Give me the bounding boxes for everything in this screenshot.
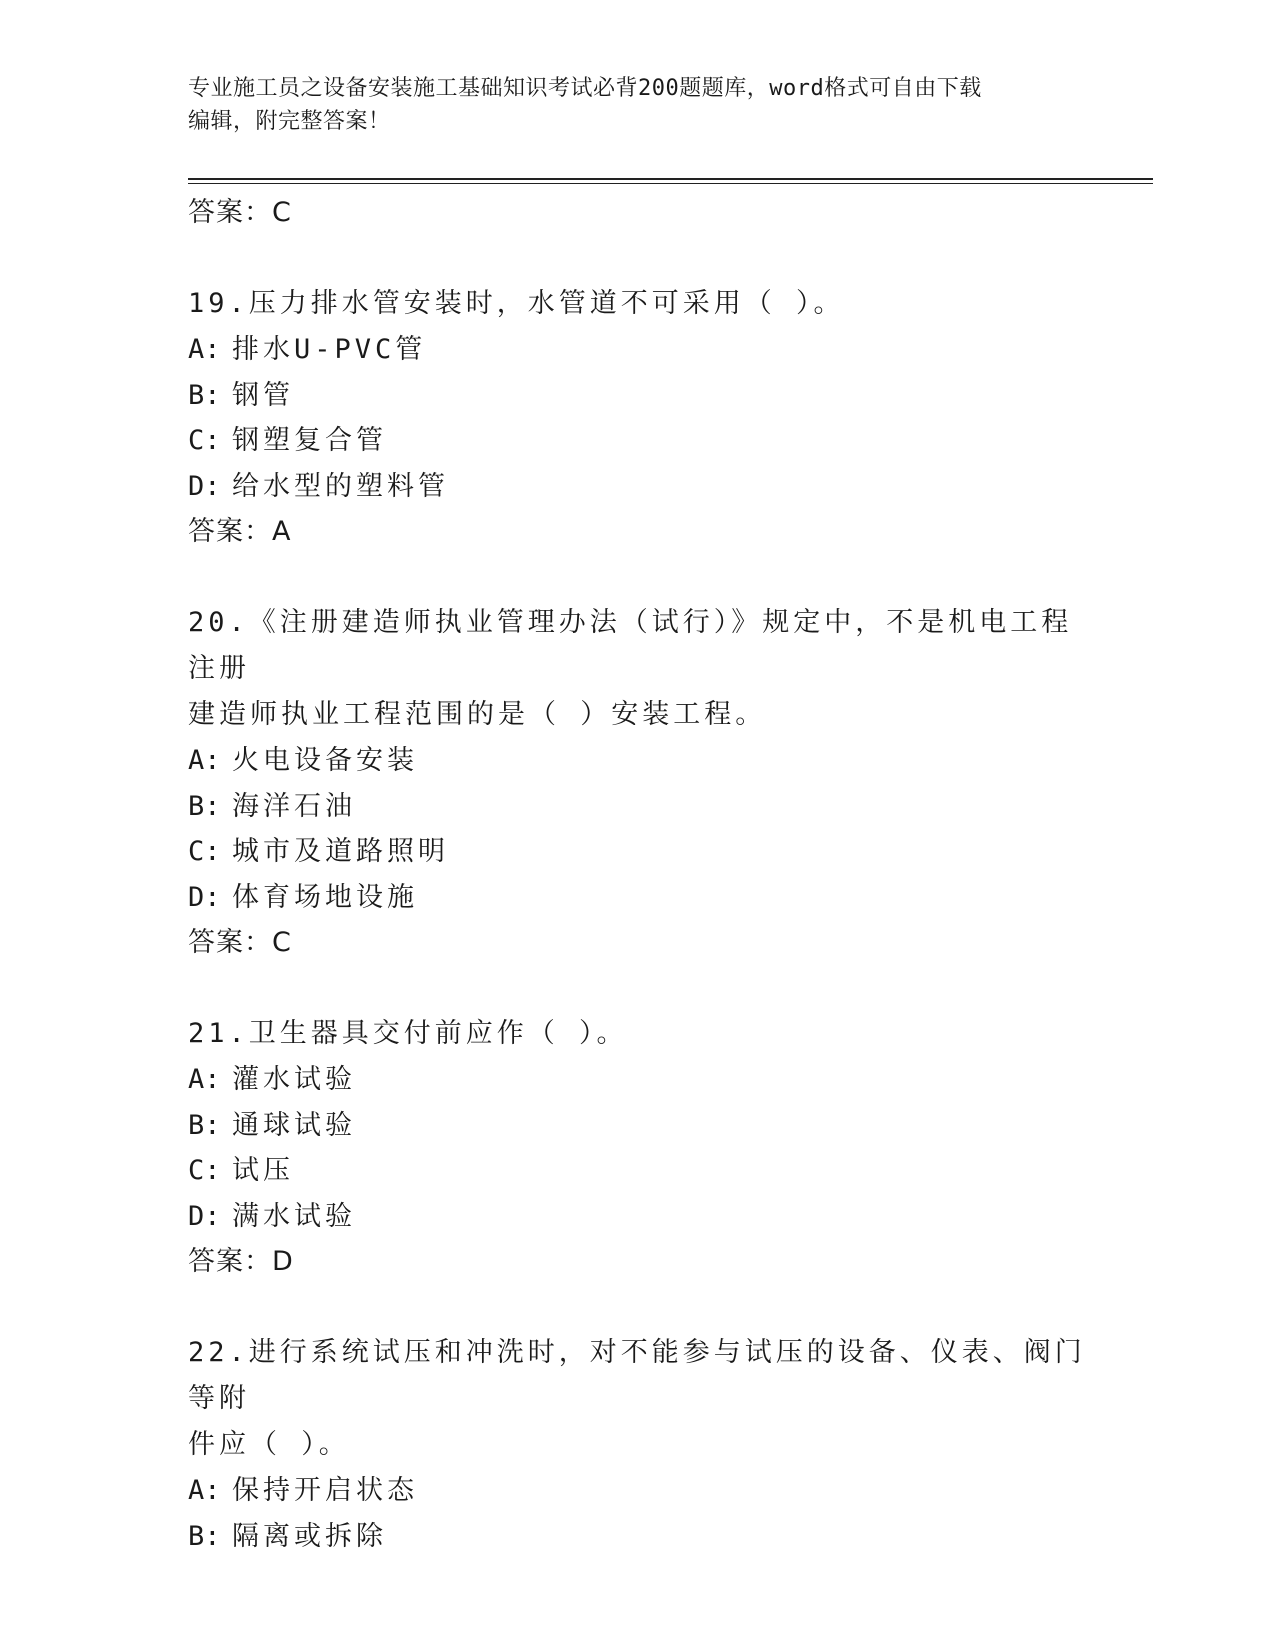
spacer <box>188 235 1088 281</box>
option-b <box>188 1514 1088 1560</box>
option-a <box>188 738 1088 784</box>
answer-line: 答案：C <box>188 927 292 958</box>
answer-line: 答案：C <box>188 197 292 228</box>
option-key: C: <box>188 1155 221 1186</box>
option-c <box>188 829 1088 875</box>
option-a <box>188 327 1088 373</box>
option-d <box>188 1194 1088 1240</box>
header-line-2: 编辑，附完整答案！ <box>188 109 391 134</box>
option-text: 通球试验 <box>232 1109 356 1141</box>
option-text: 火电设备安装 <box>232 745 418 776</box>
answer-line: 答案：D <box>188 1246 294 1277</box>
option-key: C: <box>188 836 221 867</box>
question-block <box>188 1011 1088 1284</box>
option-key: A: <box>188 745 221 776</box>
option-key: B: <box>188 1109 221 1141</box>
option-a <box>188 1057 1088 1103</box>
question-block <box>188 281 1088 554</box>
header-line-1: 专业施工员之设备安装施工基础知识考试必背200题题库，word格式可自由下载 <box>188 76 982 101</box>
option-text: 灌水试验 <box>232 1064 356 1095</box>
option-text: 钢塑复合管 <box>232 425 387 456</box>
question-text-continued: 件应（ ）。 <box>188 1429 350 1460</box>
option-d <box>188 464 1088 510</box>
spacer <box>188 554 1088 600</box>
option-key: A: <box>188 1064 221 1095</box>
option-b <box>188 1103 1088 1149</box>
option-text: 隔离或拆除 <box>232 1520 387 1552</box>
option-c <box>188 418 1088 464</box>
option-key: B: <box>188 790 221 822</box>
option-key: A: <box>188 1475 221 1506</box>
option-key: D: <box>188 470 221 502</box>
option-key: B: <box>188 1520 221 1552</box>
question-text: 22.进行系统试压和冲洗时，对不能参与试压的设备、仪表、阀门等附 <box>188 1337 1086 1414</box>
option-key: C: <box>188 425 221 456</box>
option-text: 海洋石油 <box>232 790 356 822</box>
option-text: 排水U-PVC管 <box>232 334 427 365</box>
question-list <box>188 190 1088 1559</box>
option-a <box>188 1468 1088 1514</box>
question-text: 21.卫生器具交付前应作（ ）。 <box>188 1018 628 1049</box>
document-header <box>188 72 1068 138</box>
header-rule-thick <box>188 178 1153 180</box>
question-text-continued: 建造师执业工程范围的是（ ）安装工程。 <box>188 699 767 730</box>
spacer <box>188 965 1088 1011</box>
option-text: 钢管 <box>232 379 294 411</box>
option-c <box>188 1148 1088 1194</box>
option-text: 试压 <box>232 1155 294 1186</box>
question-block <box>188 1330 1088 1559</box>
option-d <box>188 875 1088 921</box>
option-text: 保持开启状态 <box>232 1475 418 1506</box>
option-key: D: <box>188 881 221 913</box>
header-rule-thin <box>188 183 1153 184</box>
option-b <box>188 373 1088 419</box>
question-text: 19.压力排水管安装时，水管道不可采用（ ）。 <box>188 288 845 319</box>
option-text: 体育场地设施 <box>232 881 418 913</box>
option-text: 城市及道路照明 <box>232 836 449 867</box>
option-key: B: <box>188 379 221 411</box>
option-key: D: <box>188 1200 221 1232</box>
option-b <box>188 784 1088 830</box>
answer-line: 答案：A <box>188 516 292 547</box>
option-key: A: <box>188 334 221 365</box>
option-text: 满水试验 <box>232 1200 356 1232</box>
question-block <box>188 600 1088 965</box>
spacer <box>188 1284 1088 1330</box>
option-text: 给水型的塑料管 <box>232 470 449 502</box>
question-text: 20.《注册建造师执业管理办法（试行）》规定中，不是机电工程注册 <box>188 607 1073 684</box>
